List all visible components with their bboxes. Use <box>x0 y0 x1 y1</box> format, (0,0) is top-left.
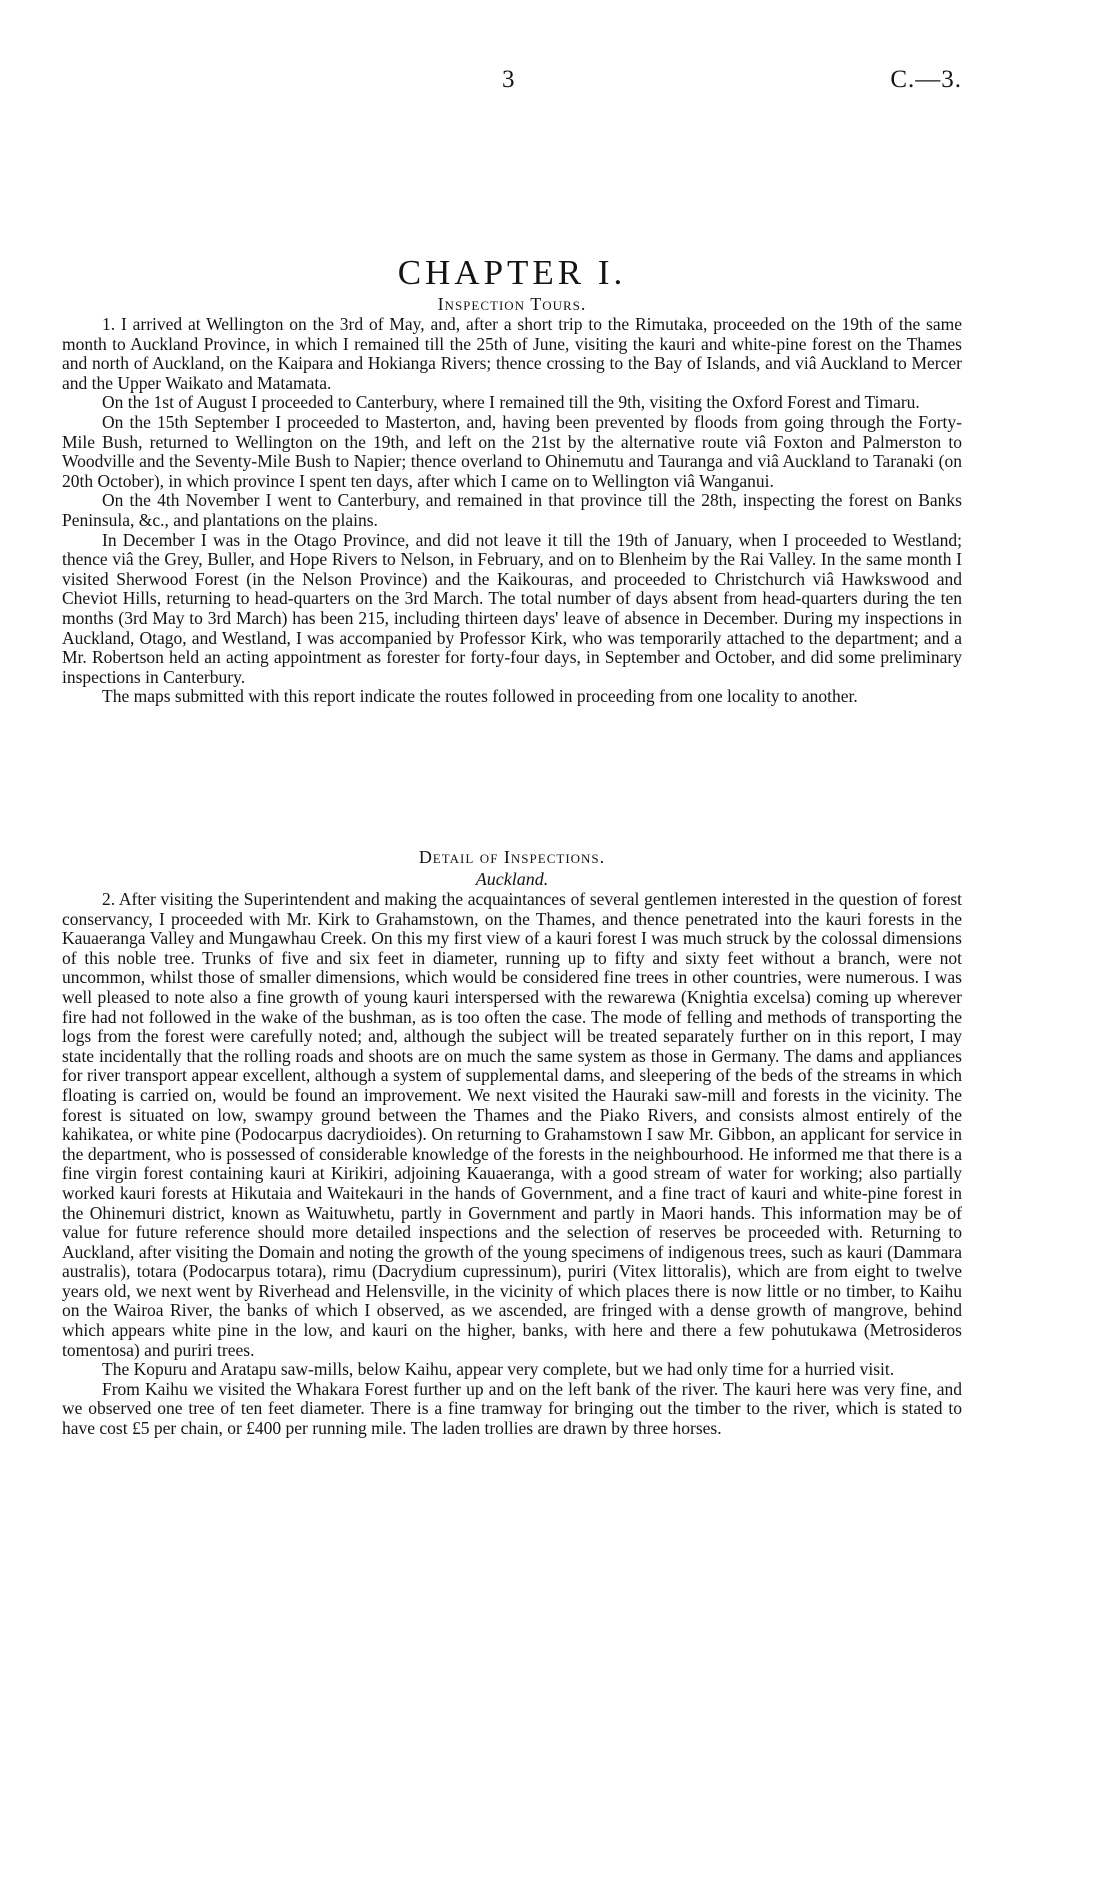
paragraph-tours-5: In December I was in the Otago Province, and did not leave it till the 19th of January, when I proceeded to Westland; thence viâ the Grey, Buller, and Hope Rivers to Nelson, in February, and on to Blenheim by the Rai Valley. In the same month I visited Sherwood Forest (in the Nelson Province) and the Kaikouras, and proceeded to Christchurch viâ Hawkswood and Cheviot Hills, returning to head-quarters on the 3rd March. The total number of days absent from head-quarters during the ten months (3rd May to 3rd March) has been 215, including thirteen days' leave of absence in December. During my inspections in Auckland, Otago, and Westland, I was accompanied by Professor Kirk, who was temporarily attached to the department; and a Mr. Robertson held an acting appointment as forester for forty-four days, in September and October, and did some preliminary inspections in Canterbury. <box>62 529 962 687</box>
paragraph-tours-6: The maps submitted with this report indicate the routes followed in proceeding from one locality to another. <box>102 686 858 707</box>
paragraph-tours-4: On the 4th November I went to Canterbury, and remained in that province till the 28th, inspecting the forest on Banks Peninsula, &c., and plantations on the plains. <box>62 490 962 530</box>
section-heading-detail: Detail of Inspections. <box>418 847 606 867</box>
paragraph-tours-2: On the 1st of August I proceeded to Canterbury, where I remained till the 9th, visiting the Oxford Forest and Timaru. <box>102 392 920 413</box>
paragraph-detail-1: 2. After visiting the Superintendent and making the acquaintances of several gentlemen interested in the question of forest conservancy, I proceeded with Mr. Kirk to Grahamstown, on the Thames, and thence penetrated into the kauri forests in the Kauaeranga Valley and Mungawhau Creek. On this my first view of a kauri forest I was much struck by the colossal dimensions of this noble tree. Trunks of five and six feet in diameter, running up to fifty and sixty feet without a branch, were not uncommon, whilst those of smaller dimensions, which would be considered fine trees in other countries, were numerous. I was well pleased to note also a fine growth of young kauri interspersed with the rewarewa (Knightia excelsa) coming up wherever fire had not followed in the wake of the bushman, as is too often the case. The mode of felling and methods of transporting the logs from the forest were carefully noted; and, although the subject will be treated separately further on in this report, I may state incidentally that the rolling roads and shoots are on much the same system as those in Germany. The dams and appliances for river transport appear excellent, although a system of supplemental dams, and sleepering of the beds of the streams in which floating is carried on, would be found an improvement. We next visited the Hauraki saw-mill and forests in the vicinity. The forest is situated on low, swampy ground between the Thames and the Piako Rivers, and consists almost entirely of the kahikatea, or white pine (Podocarpus dacrydioides). On returning to Grahamstown I saw Mr. Gibbon, an applicant for service in the department, who is possessed of considerable knowledge of the forests in the neighbourhood. He informed me that there is a fine virgin forest containing kauri at Kirikiri, adjoining Kauaeranga, with a good stream of water for working; also partially worked kauri forests at Hikutaia and Waitekauri in the hands of Government, and a fine tract of kauri and white-pine forest in the Ohinemuri district, known as Waituwhetu, partly in Government and partly in Maori hands. This information may be of value for future reference should more detailed inspections and the selection of reserves be proceeded with. Returning to Auckland, after visiting the Domain and noting the growth of the young specimens of indigenous trees, such as kauri (Dammara australis), totara (Podocarpus totara), rimu (Dacrydium cupressinum), puriri (Vitex littoralis), which are from eight to twelve years old, we next went by Riverhead and Helensville, in the vicinity of which places there is now little or no timber, to Kaihu on the Wairoa River, the banks of which I observed, as we ascended, are fringed with a dense growth of mangrove, behind which appears white pine in the low, and kauri on the higher, banks, with here and there a few pohutukawa (Metrosideros tomentosa) and puriri trees. <box>62 889 962 1360</box>
inspection-tours-section <box>62 293 962 707</box>
chapter-title: CHAPTER I. <box>397 253 627 292</box>
paragraph-detail-2: The Kopuru and Aratapu saw-mills, below Kaihu, appear very complete, but we had only time for a hurried visit. <box>102 1359 895 1380</box>
paragraph-tours-1: 1. I arrived at Wellington on the 3rd of May, and, after a short trip to the Rimutaka, proceeded on the 19th of the same month to Auckland Province, in which I remained till the 25th of June, visiting the kauri and white-pine forest on the Thames and north of Auckland, on the Kaipara and Hokianga Rivers; thence crossing to the Bay of Islands, and viâ Auckland to Mercer and the Upper Waikato and Matamata. <box>62 314 962 393</box>
detail-of-inspections-section <box>62 846 962 1439</box>
paper-reference: C.—3. <box>890 66 962 93</box>
page-header <box>62 66 962 106</box>
paragraph-tours-3: On the 15th September I proceeded to Masterton, and, having been prevented by floods from going through the Forty-Mile Bush, returned to Wellington on the 19th, and left on the 21st by the alternative route viâ Foxton and Palmerston to Woodville and the Seventy-Mile Bush to Napier; thence overland to Ohinemutu and Tauranga and viâ Auckland to Taranaki (on 20th October), in which province I spent ten days, after which I came on to Wellington viâ Wanganui. <box>62 411 962 491</box>
page-number: 3 <box>502 66 515 93</box>
section-heading-inspection-tours: Inspection Tours. <box>437 294 587 314</box>
paragraph-detail-3: From Kaihu we visited the Whakara Forest further up and on the left bank of the river. The kauri here was very fine, and we observed one tree of ten feet diameter. There is a fine tramway for bringing out the timber to the river, which is stated to have cost £5 per chain, or £400 per running mile. The laden trollies are drawn by three horses. <box>62 1378 962 1439</box>
subheading-auckland: Auckland. <box>475 869 549 889</box>
